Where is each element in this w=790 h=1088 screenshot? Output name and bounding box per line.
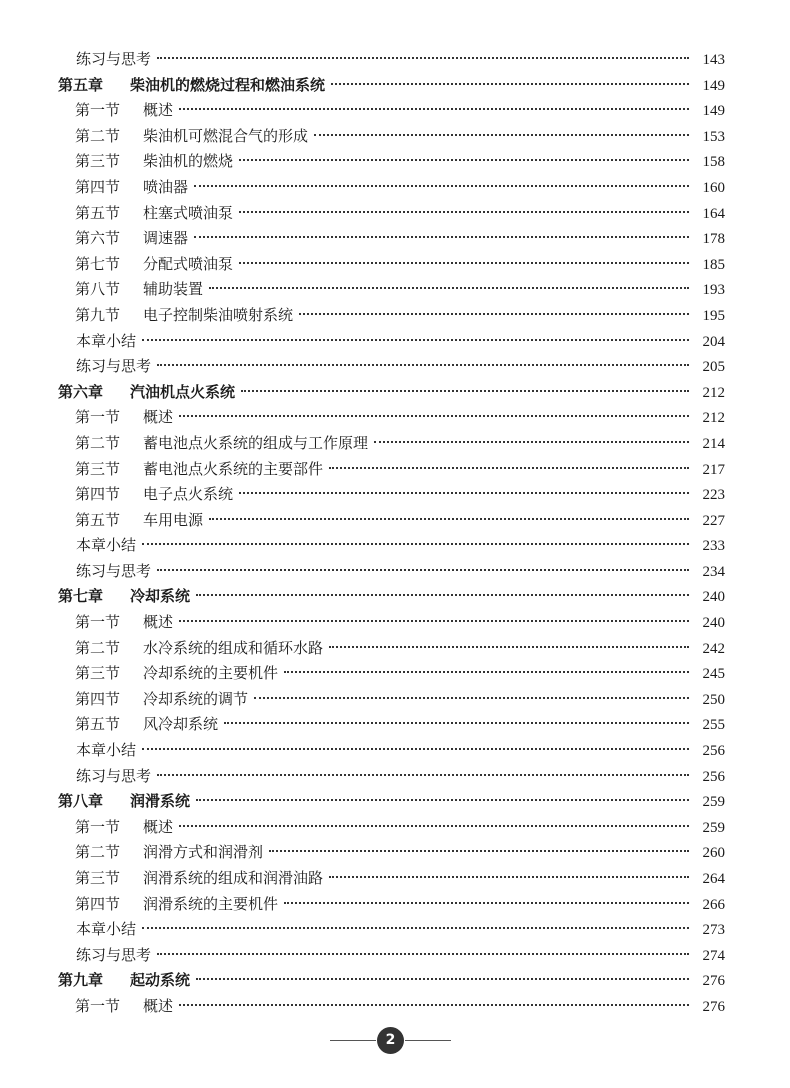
- toc-entry-number: 第五章: [58, 75, 104, 94]
- toc-entry-title: 练习与思考: [76, 561, 152, 580]
- dot-leader: [142, 543, 689, 545]
- toc-section-entry[interactable]: [58, 252, 725, 278]
- toc-entry-page: 153: [702, 128, 725, 145]
- dot-leader: [142, 927, 689, 929]
- toc-entry-title: 分配式喷油泵: [143, 254, 234, 273]
- toc-entry-title: 冷却系统的调节: [143, 689, 249, 708]
- toc-section-entry[interactable]: [58, 840, 725, 866]
- toc-entry-number: 第二节: [75, 126, 121, 145]
- toc-entry-title: 汽油机点火系统: [130, 382, 236, 401]
- dot-leader: [239, 159, 689, 161]
- toc-entry-title: 本章小结: [76, 536, 137, 555]
- toc-entry-page: 214: [702, 435, 725, 452]
- dot-leader: [331, 83, 689, 85]
- dot-leader: [196, 594, 689, 596]
- toc-entry-number: 第一节: [75, 101, 121, 120]
- toc-entry-page: 255: [702, 717, 725, 734]
- toc-entry-page: 264: [702, 871, 725, 887]
- toc-chapter-entry[interactable]: [58, 73, 725, 99]
- toc-section-entry[interactable]: [58, 201, 725, 227]
- toc-sub-entry[interactable]: [58, 917, 725, 943]
- toc-entry-page: 256: [702, 743, 725, 760]
- toc-sub-entry[interactable]: [58, 738, 725, 764]
- toc-entry-title: 柴油机的燃烧过程和燃油系统: [130, 75, 326, 94]
- toc-section-entry[interactable]: [58, 175, 725, 201]
- toc-entry-title: 电子控制柴油喷射系统: [143, 305, 294, 324]
- toc-entry-number: 第二节: [75, 638, 121, 657]
- toc-entry-title: 调速器: [143, 229, 189, 248]
- dot-leader: [239, 492, 689, 494]
- dot-leader: [239, 211, 689, 213]
- toc-entry-page: 276: [702, 973, 725, 990]
- toc-section-entry[interactable]: [58, 431, 725, 457]
- toc-entry-title: 概述: [143, 817, 174, 836]
- dot-leader: [142, 748, 689, 750]
- dot-leader: [157, 57, 689, 59]
- toc-entry-title: 柴油机的燃烧: [143, 152, 234, 171]
- toc-entry-title: 风冷却系统: [143, 715, 219, 734]
- toc-section-entry[interactable]: [58, 277, 725, 303]
- toc-entry-title: 辅助装置: [143, 280, 204, 299]
- toc-section-entry[interactable]: [58, 892, 725, 918]
- toc-entry-page: 266: [702, 896, 725, 913]
- toc-sub-entry[interactable]: [58, 329, 725, 355]
- toc-entry-page: 158: [702, 154, 725, 171]
- toc-entry-page: 245: [702, 666, 725, 683]
- dot-leader: [142, 339, 689, 341]
- toc-entry-title: 本章小结: [76, 741, 137, 760]
- dot-leader: [194, 236, 689, 238]
- toc-entry-title: 润滑系统的主要机件: [143, 894, 279, 913]
- toc-entry-number: 第四节: [75, 485, 121, 504]
- toc-section-entry[interactable]: [58, 124, 725, 150]
- toc-sub-entry[interactable]: [58, 764, 725, 790]
- toc-entry-title: 概述: [143, 408, 174, 427]
- toc-sub-entry[interactable]: [58, 559, 725, 585]
- toc-entry-page: 149: [702, 77, 725, 94]
- dot-leader: [209, 287, 689, 289]
- toc-section-entry[interactable]: [58, 303, 725, 329]
- toc-entry-number: 第四节: [75, 894, 121, 913]
- toc-entry-title: 柴油机可燃混合气的形成: [143, 126, 309, 145]
- toc-entry-number: 第三节: [75, 152, 121, 171]
- dot-leader: [299, 313, 689, 315]
- toc-section-entry[interactable]: [58, 98, 725, 124]
- toc-entry-title: 润滑系统的组成和润滑油路: [143, 869, 324, 887]
- toc-entry-page: 227: [702, 512, 725, 529]
- toc-entry-page: 204: [702, 333, 725, 350]
- toc-chapter-entry[interactable]: [58, 380, 725, 406]
- toc-entry-number: 第七章: [58, 587, 104, 606]
- toc-entry-page: 143: [702, 52, 725, 68]
- footer-rule-right: [405, 1040, 451, 1041]
- dot-leader: [157, 364, 689, 366]
- toc-section-entry[interactable]: [58, 661, 725, 687]
- dot-leader: [196, 799, 689, 801]
- toc-entry-title: 练习与思考: [76, 357, 152, 376]
- dot-leader: [179, 1004, 689, 1006]
- dot-leader: [329, 876, 689, 878]
- toc-entry-number: 第八节: [75, 280, 121, 299]
- dot-leader: [254, 697, 689, 699]
- toc-section-entry[interactable]: [58, 712, 725, 738]
- toc-entry-title: 练习与思考: [76, 50, 152, 68]
- dot-leader: [239, 262, 689, 264]
- page-number-badge: 2: [377, 1027, 404, 1054]
- toc-section-entry[interactable]: [58, 226, 725, 252]
- toc-chapter-entry[interactable]: [58, 584, 725, 610]
- toc-sub-entry[interactable]: [58, 47, 725, 73]
- toc-entry-title: 起动系统: [130, 971, 191, 990]
- dot-leader: [284, 671, 689, 673]
- toc-entry-page: 212: [702, 410, 725, 427]
- toc-entry-number: 第六节: [75, 229, 121, 248]
- toc-entry-title: 本章小结: [76, 331, 137, 350]
- toc-entry-title: 冷却系统的主要机件: [143, 664, 279, 683]
- toc-entry-number: 第一节: [75, 613, 121, 632]
- toc-entry-title: 水冷系统的组成和循环水路: [143, 638, 324, 657]
- toc-entry-page: 256: [702, 768, 725, 785]
- toc-entry-page: 274: [702, 947, 725, 964]
- toc-entry-page: 178: [702, 231, 725, 248]
- toc-entry-page: 250: [702, 691, 725, 708]
- toc-section-entry[interactable]: [58, 482, 725, 508]
- dot-leader: [196, 978, 689, 980]
- toc-section-entry[interactable]: [58, 815, 725, 841]
- toc-entry-number: 第一节: [75, 996, 121, 1015]
- dot-leader: [179, 825, 689, 827]
- toc-entry-title: 概述: [143, 996, 174, 1015]
- toc-entry-page: 160: [702, 179, 725, 196]
- dot-leader: [314, 134, 689, 136]
- toc-section-entry[interactable]: [58, 405, 725, 431]
- toc-entry-page: 149: [702, 103, 725, 120]
- toc-entry-page: 276: [702, 998, 725, 1015]
- dot-leader: [269, 850, 689, 852]
- table-of-contents: [58, 47, 725, 1020]
- dot-leader: [329, 646, 689, 648]
- dot-leader: [179, 415, 689, 417]
- dot-leader: [224, 722, 689, 724]
- toc-entry-number: 第九章: [58, 971, 104, 990]
- toc-section-entry[interactable]: [58, 994, 725, 1020]
- toc-entry-number: 第三节: [75, 459, 121, 478]
- toc-entry-title: 电子点火系统: [143, 485, 234, 504]
- toc-sub-entry[interactable]: [58, 533, 725, 559]
- toc-entry-title: 概述: [143, 101, 174, 120]
- toc-entry-page: 217: [702, 461, 725, 478]
- toc-entry-page: 259: [702, 794, 725, 811]
- toc-entry-number: 第五节: [75, 203, 121, 222]
- toc-entry-page: 234: [702, 563, 725, 580]
- toc-entry-number: 第三节: [75, 664, 121, 683]
- toc-entry-title: 练习与思考: [76, 945, 152, 964]
- toc-section-entry[interactable]: [58, 610, 725, 636]
- toc-section-entry[interactable]: [58, 687, 725, 713]
- toc-entry-number: 第五节: [75, 510, 121, 529]
- toc-entry-page: 195: [702, 307, 725, 324]
- toc-entry-title: 蓄电池点火系统的组成与工作原理: [143, 433, 369, 452]
- toc-sub-entry[interactable]: [58, 354, 725, 380]
- toc-entry-number: 第一节: [75, 408, 121, 427]
- toc-section-entry[interactable]: [58, 636, 725, 662]
- toc-section-entry[interactable]: [58, 149, 725, 175]
- toc-chapter-entry[interactable]: [58, 789, 725, 815]
- toc-entry-page: 164: [702, 205, 725, 222]
- dot-leader: [209, 518, 689, 520]
- toc-entry-page: 223: [702, 487, 725, 504]
- toc-entry-number: 第九节: [75, 305, 121, 324]
- toc-entry-page: 273: [702, 922, 725, 939]
- toc-section-entry[interactable]: [58, 457, 725, 483]
- toc-entry-title: 柱塞式喷油泵: [143, 203, 234, 222]
- toc-entry-page: 205: [702, 359, 725, 376]
- toc-sub-entry[interactable]: [58, 943, 725, 969]
- toc-chapter-entry[interactable]: [58, 968, 725, 994]
- toc-entry-number: 第三节: [75, 869, 121, 887]
- toc-entry-number: 第二节: [75, 433, 121, 452]
- toc-entry-title: 润滑系统: [130, 792, 191, 811]
- toc-entry-title: 喷油器: [143, 177, 189, 196]
- toc-entry-number: 第五节: [75, 715, 121, 734]
- toc-entry-number: 第七节: [75, 254, 121, 273]
- toc-entry-page: 240: [702, 589, 725, 606]
- toc-entry-title: 蓄电池点火系统的主要部件: [143, 459, 324, 478]
- toc-entry-page: 185: [702, 256, 725, 273]
- toc-entry-number: 第八章: [58, 792, 104, 811]
- toc-entry-page: 242: [702, 640, 725, 657]
- dot-leader: [179, 108, 689, 110]
- toc-entry-page: 233: [702, 538, 725, 555]
- toc-entry-title: 本章小结: [76, 920, 137, 939]
- dot-leader: [374, 441, 689, 443]
- toc-entry-title: 冷却系统: [130, 587, 191, 606]
- toc-entry-number: 第四节: [75, 177, 121, 196]
- toc-entry-page: 259: [702, 819, 725, 836]
- dot-leader: [157, 774, 689, 776]
- toc-entry-title: 车用电源: [143, 510, 204, 529]
- toc-section-entry[interactable]: [58, 508, 725, 534]
- toc-entry-page: 240: [702, 615, 725, 632]
- toc-entry-page: 193: [702, 282, 725, 299]
- toc-entry-title: 概述: [143, 613, 174, 632]
- page-footer: [0, 1025, 790, 1055]
- dot-leader: [241, 390, 689, 392]
- toc-entry-title: 练习与思考: [76, 766, 152, 785]
- toc-section-entry[interactable]: [58, 866, 725, 892]
- toc-entry-number: 第二节: [75, 843, 121, 862]
- toc-entry-page: 212: [702, 384, 725, 401]
- toc-entry-number: 第六章: [58, 382, 104, 401]
- toc-entry-title: 润滑方式和润滑剂: [143, 843, 264, 862]
- dot-leader: [329, 467, 689, 469]
- dot-leader: [179, 620, 689, 622]
- toc-entry-page: 260: [702, 845, 725, 862]
- footer-rule-left: [330, 1040, 376, 1041]
- dot-leader: [157, 953, 689, 955]
- toc-entry-number: 第四节: [75, 689, 121, 708]
- dot-leader: [284, 902, 689, 904]
- toc-entry-number: 第一节: [75, 817, 121, 836]
- dot-leader: [157, 569, 689, 571]
- dot-leader: [194, 185, 689, 187]
